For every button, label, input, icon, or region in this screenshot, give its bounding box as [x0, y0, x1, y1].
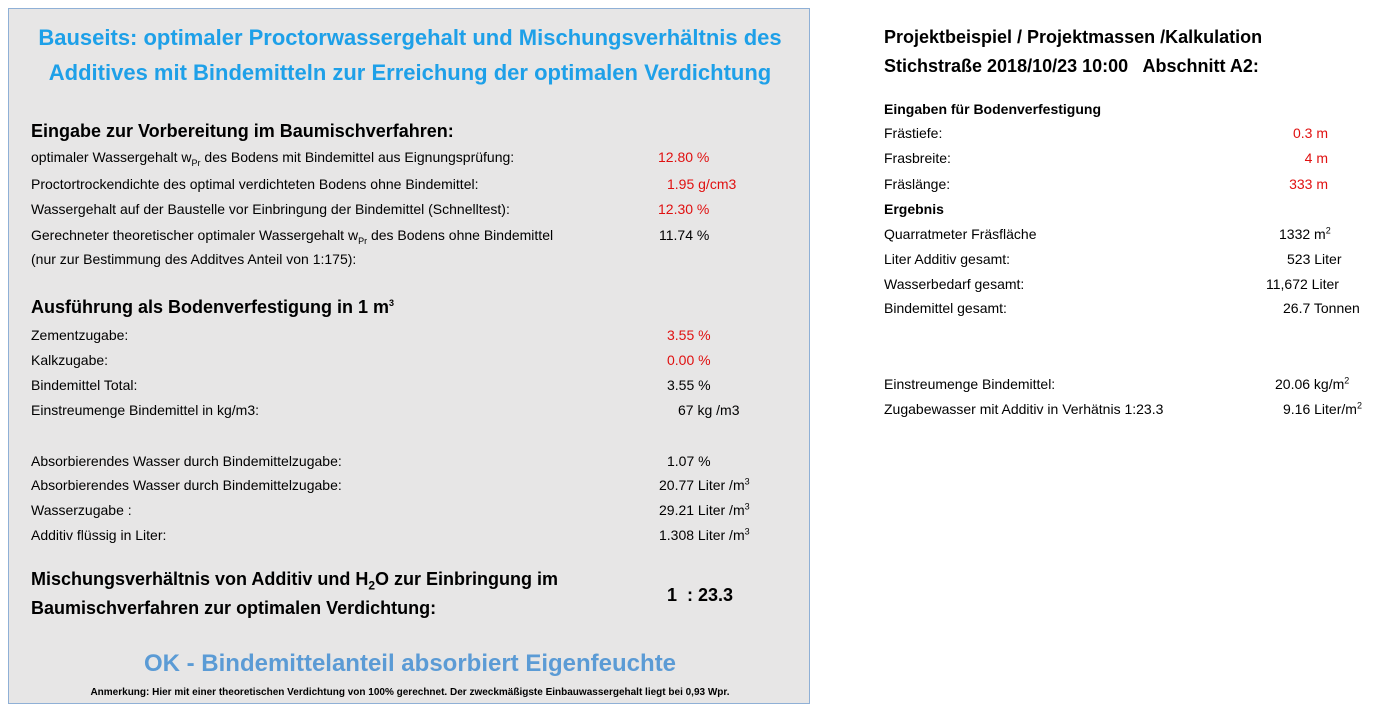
panel-title-line1: Bauseits: optimaler Proctorwassergehalt und Mischungsverhältnis des [38, 25, 782, 50]
section-input-heading: Eingabe zur Vorbereitung im Baumischverfahren: [31, 121, 454, 141]
ok-status-message: OK - Bindemittelanteil absorbiert Eigenfeuchte [143, 650, 677, 677]
result-binder-label: Bindemittel gesamt: [884, 300, 1007, 316]
row-theoretical-water-value: 11.74 % [659, 227, 710, 243]
row-site-water-label: Wassergehalt auf der Baustelle vor Einbringung der Bindemittel (Schnelltest): [31, 201, 510, 217]
mix-ratio-label-line1: Mischungsverhältnis von Additiv und $H_2O$ zur Einbringung im [31, 569, 559, 593]
input-cut-width-label: Frasbreite: [884, 150, 951, 166]
input-cut-length-label: Fräslänge: [884, 176, 951, 192]
row-cement-value: 3.55 % [667, 327, 711, 343]
row-proctor-density-value: 1.95 g/cm3 [667, 176, 737, 192]
row-absorbed-water-liter-value: 20.77 Liter $/m^3$ [659, 476, 750, 493]
input-cut-depth-value: 0.3 m [1292, 125, 1328, 141]
panel-title-line2: Additives mit Bindemitteln zur Erreichung der optimalen Verdichtung [48, 60, 772, 85]
footnote: Anmerkung: Hier mit einer theoretischen Verdichtung von 100% gerechnet. Der zweckmäßigste Einbauwassergehalt liegt bei 0,93 Wpr. [90, 687, 730, 698]
row-binder-total-value: 3.55 % [667, 377, 711, 393]
result-water-label: Wasserbedarf gesamt: [884, 276, 1025, 292]
extra-water-additive-label: Zugabewasser mit Additiv in Verhätnis 1:23.3 [884, 401, 1164, 417]
section-execution-heading: Ausführung als Bodenverfestigung in 1 $m^3$ [31, 297, 395, 317]
row-site-water-value: 12.30 % [658, 201, 710, 217]
row-spread-amount-label: Einstreumenge Bindemittel in kg/m3: [31, 402, 259, 418]
calculation-panel [8, 8, 810, 704]
row-cement-label: Zementzugabe: [31, 327, 129, 343]
extra-water-additive-value: 9.16 Liter/$m^2$ [1283, 400, 1362, 417]
result-area-label: Quarratmeter Fräsfläche [884, 226, 1037, 242]
row-additive-liquid-label: Additiv flüssig in Liter: [31, 527, 167, 543]
row-absorbed-water-percent-value: 1.07 % [667, 453, 711, 469]
row-additive-liquid-value: 1.308 Liter $/m^3$ [659, 526, 750, 543]
project-header-line1: Projektbeispiel / Projektmassen /Kalkulation [884, 27, 1263, 47]
result-additive-value: 523 Liter [1287, 251, 1342, 267]
input-cut-width-value: 4 m [1304, 150, 1328, 166]
row-absorbed-water-percent-label: Absorbierendes Wasser durch Bindemittelzugabe: [31, 453, 342, 469]
row-water-addition-label: Wasserzugabe : [31, 502, 132, 518]
extra-spread-value: 20.06 $kg/m^2$ [1275, 375, 1350, 392]
row-additive-note-label: (nur zur Bestimmung des Additves Anteil von 1:175): [31, 251, 357, 267]
row-optimal-water-value: 12.80 % [658, 149, 710, 165]
result-additive-label: Liter Additiv gesamt: [884, 251, 1011, 267]
result-water-value: 11,672 Liter [1266, 276, 1339, 292]
row-proctor-density-label: Proctortrockendichte des optimal verdichteten Bodens ohne Bindemittel: [31, 176, 479, 192]
result-heading: Ergebnis [884, 201, 944, 217]
row-lime-label: Kalkzugabe: [31, 352, 109, 368]
row-lime-value: 0.00 % [667, 352, 711, 368]
project-header-line2: Stichstraße 2018/10/23 10:00 Abschnitt A2: [884, 56, 1259, 76]
row-optimal-water-label: optimaler Wassergehalt $w_{Pr}$ des Bodens mit Bindemittel aus Eignungsprüfung: [31, 149, 515, 168]
row-spread-amount-value: 67 kg /m3 [678, 402, 740, 418]
row-binder-total-label: Bindemittel Total: [31, 377, 138, 393]
input-cut-depth-label: Frästiefe: [884, 125, 943, 141]
row-absorbed-water-liter-label: Absorbierendes Wasser durch Bindemittelzugabe: [31, 477, 342, 493]
mix-ratio-value: 1 : 23.3 [667, 585, 734, 605]
extra-spread-label: Einstreumenge Bindemittel: [884, 376, 1056, 392]
result-binder-value: 26.7 Tonnen [1283, 300, 1360, 316]
row-water-addition-value: 29.21 Liter $/m^3$ [659, 501, 750, 518]
row-theoretical-water-label: Gerechneter theoretischer optimaler Wassergehalt $w_{Pr}$ des Bodens ohne Bindemittel [31, 227, 554, 246]
mix-ratio-label-line2: Baumischverfahren zur optimalen Verdichtung: [31, 598, 437, 618]
result-area-value: 1332 $m^2$ [1279, 225, 1331, 242]
inputs-heading: Eingaben für Bodenverfestigung [884, 101, 1102, 117]
input-cut-length-value: 333 m [1289, 176, 1328, 192]
